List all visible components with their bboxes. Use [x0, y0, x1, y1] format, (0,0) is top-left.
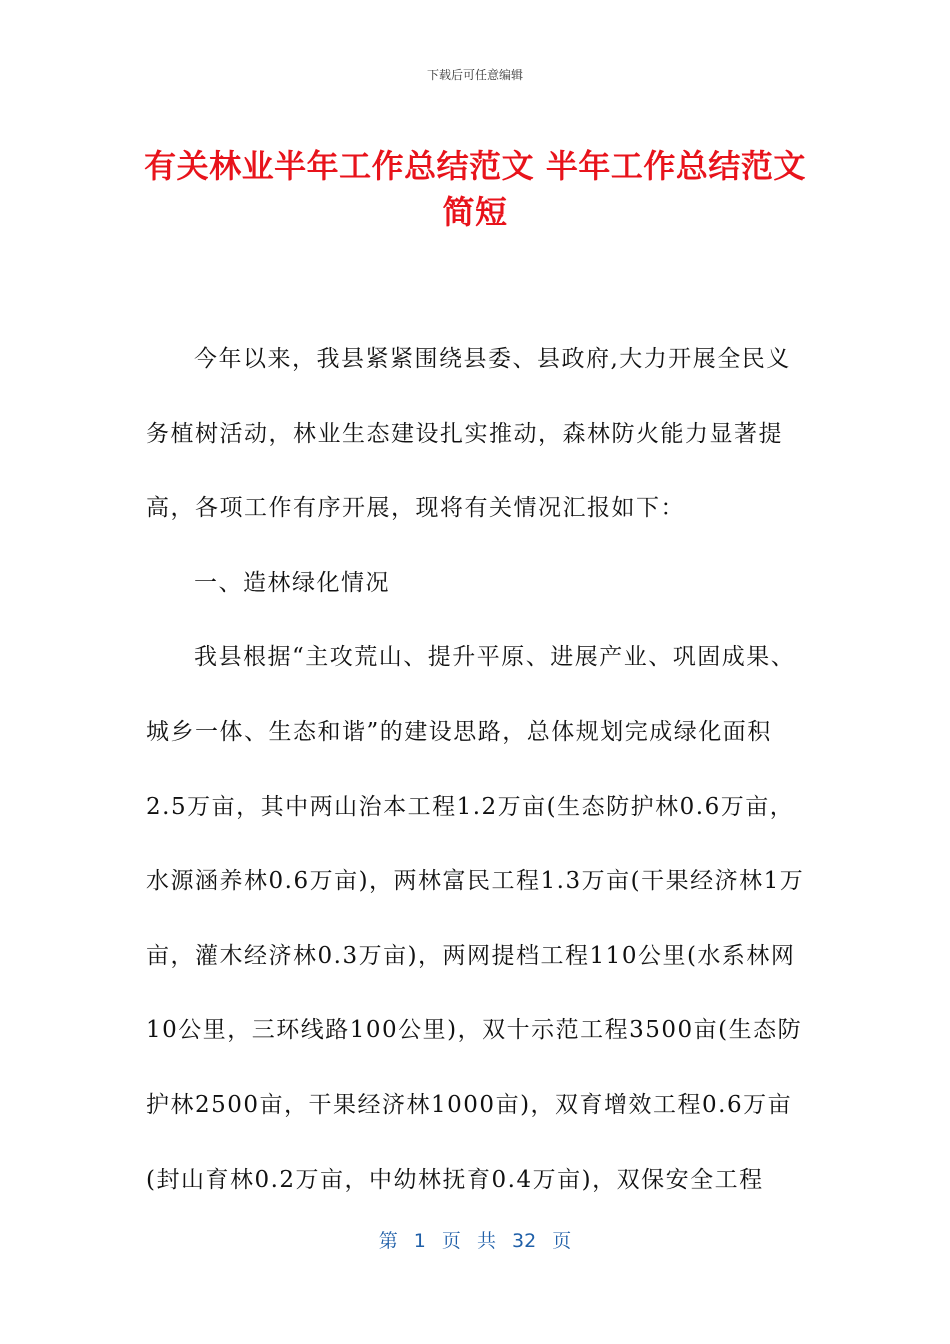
document-body: [146, 322, 806, 1217]
page-suffix: 页: [552, 1230, 572, 1252]
section-heading: 一、造林绿化情况: [194, 569, 390, 596]
paragraph-intro: 今年以来，我县紧紧围绕县委、县政府,大力开展全民义务植树活动，林业生态建设扎实推动，森林防火能力显著提高，各项工作有序开展，现将有关情况汇报如下：: [146, 346, 791, 522]
page-middle: 页 共: [441, 1230, 496, 1252]
header-note: 下载后可任意编辑: [426, 68, 523, 82]
document-title: 有关林业半年工作总结范文 半年工作总结范文简短: [144, 147, 806, 231]
page-current: 1: [413, 1230, 426, 1252]
page-footer: [0, 1226, 950, 1253]
paragraph-afforestation: 我县根据“主攻荒山、提升平原、进展产业、巩固成果、城乡一体、生态和谐”的建设思路，总体规划完成绿化面积2.5万亩，其中两山治本工程1.2万亩(生态防护林0.6万亩，水源涵养林0.6万亩)，两林富民工程1.3万亩(干果经济林1万亩，灌木经济林0.3万亩)，两网提档工程110公里(水系林网10公里，三环线路100公里)，双十示范工程3500亩(生态防护林2500亩，干果经济林1000亩)，双育增效工程0.6万亩(封山育林0.2万亩，中幼林抚育0.4万亩)，双保安全工程: [146, 644, 805, 1193]
page-total: 32: [512, 1230, 537, 1252]
page-prefix: 第: [378, 1230, 398, 1252]
